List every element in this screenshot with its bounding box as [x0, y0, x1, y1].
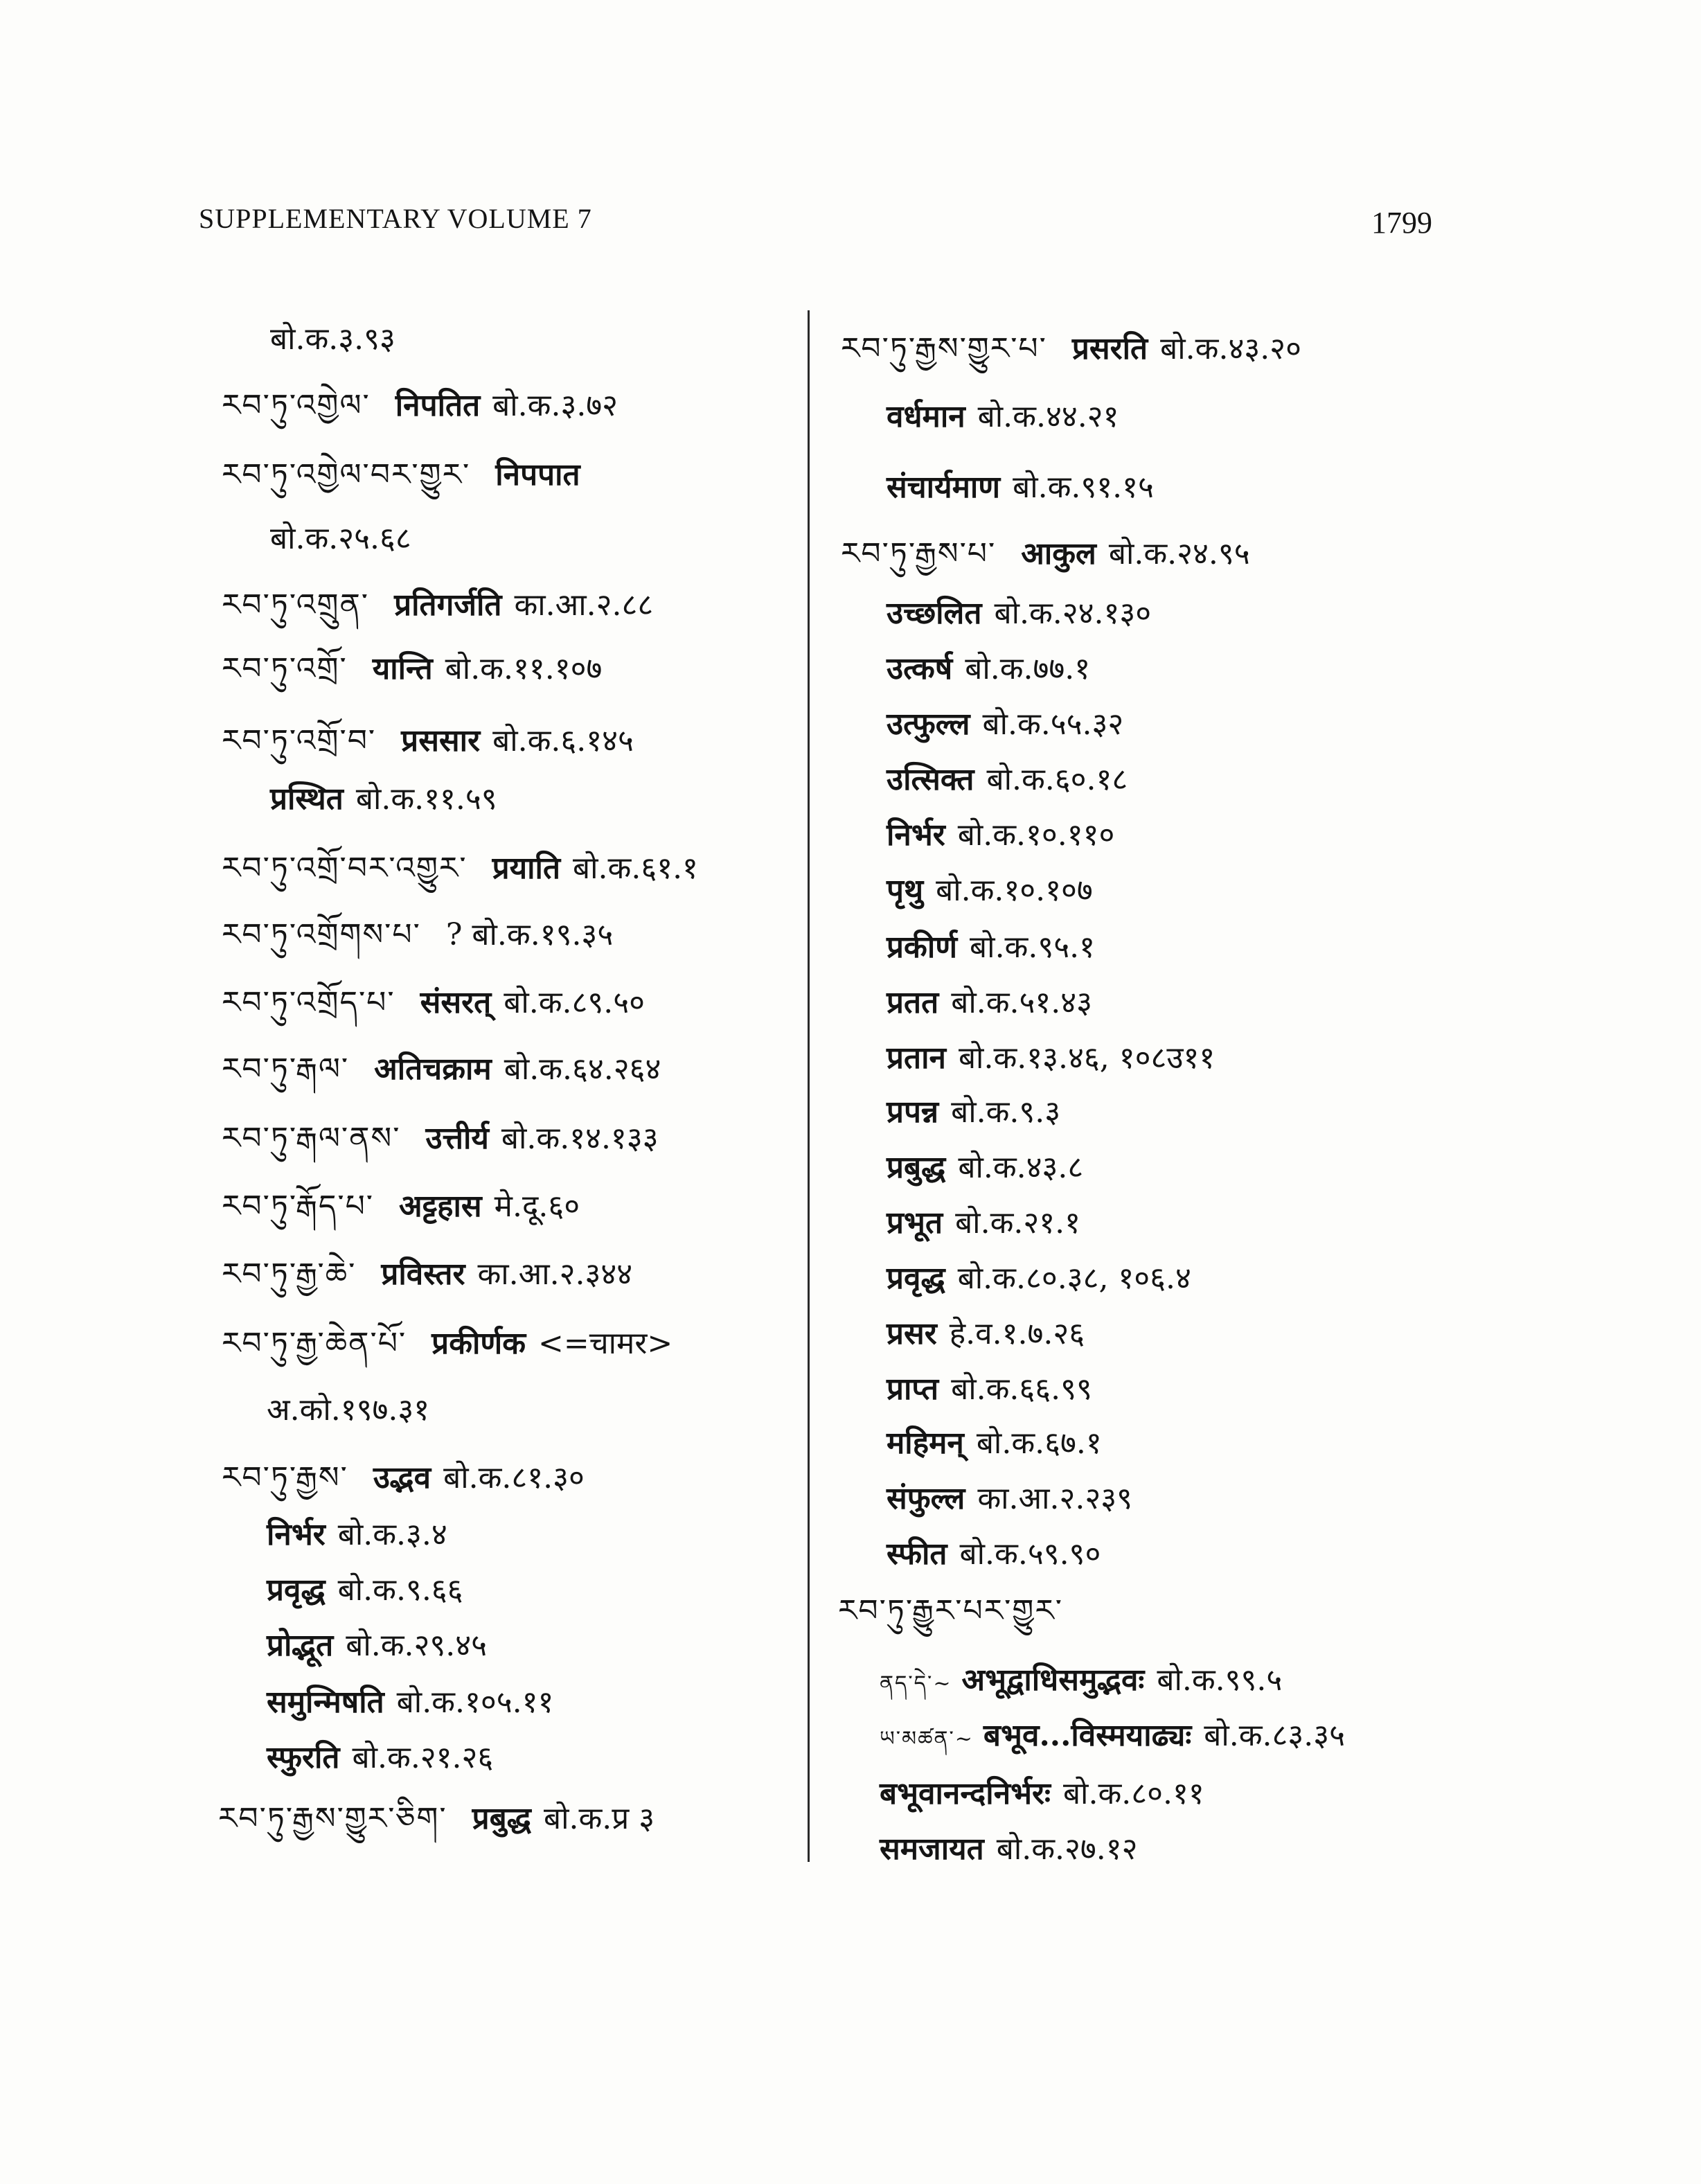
sanskrit-headword: समुन्मिषति: [267, 1685, 384, 1720]
dictionary-entry: [880, 1773, 1204, 1815]
tibetan-term: ཡ་མཚན་~: [880, 1727, 974, 1751]
source-reference: बो.क.२५.६८: [270, 521, 411, 556]
tibetan-term: རབ་ཏུ་རྒྱས་: [222, 1460, 348, 1495]
dictionary-entry: [222, 648, 602, 690]
source-reference: बो.क.१०.१०७: [936, 873, 1093, 908]
dictionary-entry: [887, 927, 1095, 968]
source-reference: बो.क.२१.२६: [352, 1740, 494, 1775]
dictionary-entry: [887, 759, 1128, 801]
source-reference: का.आ.२.८८: [514, 587, 654, 623]
running-header: SUPPLEMENTARY VOLUME 7: [199, 203, 592, 234]
source-reference: बो.क.३.४: [337, 1517, 447, 1552]
source-reference: बो.क.४३.८: [958, 1150, 1084, 1185]
tibetan-term: རབ་ཏུ་འགྱེལ་: [222, 388, 371, 423]
sanskrit-headword: प्रतान: [887, 1040, 946, 1076]
dictionary-entry: [880, 1715, 1345, 1757]
sanskrit-headword: उत्कर्ष: [887, 651, 953, 686]
dictionary-entry: [887, 1258, 1191, 1299]
page-number: 1799: [1371, 206, 1432, 240]
source-reference: का.आ.२.३४४: [477, 1257, 633, 1292]
dictionary-entry: [887, 704, 1123, 745]
source-reference: बो.क.९१.१५: [1013, 470, 1154, 505]
source-reference: बो.क.३.९३: [270, 321, 395, 357]
sanskrit-headword: अट्टहास: [399, 1189, 482, 1224]
column-divider: [808, 310, 810, 1862]
tibetan-term: རབ་ཏུ་འགྱེལ་བར་གྱུར་: [222, 457, 471, 492]
source-reference: बो.क.६४.२६४: [504, 1051, 661, 1087]
sanskrit-headword: प्रस्थित: [270, 781, 344, 817]
sanskrit-headword: निर्भर: [267, 1517, 326, 1552]
dictionary-entry: [887, 648, 1090, 690]
tibetan-term: རབ་ཏུ་རྒོད་པ་: [222, 1189, 375, 1224]
source-reference: बो.क.६१.१: [573, 851, 698, 886]
source-reference: बो.क.प्र ३: [543, 1801, 655, 1836]
sanskrit-headword: महिमन्: [887, 1426, 964, 1461]
dictionary-entry: [887, 467, 1154, 508]
dictionary-entry: [222, 982, 645, 1024]
tibetan-term: རབ་ཏུ་རྒྱས་གྱུར་ཅིག་: [218, 1801, 447, 1836]
sanskrit-headword: पृथु: [887, 873, 924, 908]
dictionary-entry: [267, 1625, 487, 1667]
dictionary-entry: [270, 779, 497, 820]
dictionary-entry: [222, 720, 634, 762]
source-reference: बो.क.११.१०७: [445, 651, 603, 686]
source-reference: बो.क.१०५.११: [396, 1685, 554, 1720]
sanskrit-headword: प्रकीर्णक: [431, 1326, 526, 1361]
tibetan-term: རབ་ཏུ་འགྲུན་: [222, 587, 370, 623]
source-reference: बो.क.८०.३८, १०६.४: [957, 1261, 1191, 1296]
tibetan-term: རབ་ཏུ་རྒལ་: [222, 1051, 350, 1087]
dictionary-entry: [841, 533, 1250, 575]
source-reference: बो.क.२४.९५: [1108, 536, 1250, 571]
source-reference: बो.क.११.५९: [355, 781, 497, 817]
tibetan-term: རབ་ཏུ་རྒྱུར་པར་གྱུར་: [838, 1593, 1063, 1628]
dictionary-entry: [222, 1254, 632, 1295]
source-reference: बो.क.५१.४३: [951, 985, 1092, 1020]
source-reference: बो.क.८९.५०: [504, 985, 645, 1020]
sanskrit-headword: उत्फुल्ल: [887, 707, 970, 742]
dictionary-entry: [887, 1202, 1080, 1244]
source-reference: हे.व.१.७.२६: [949, 1316, 1085, 1351]
dictionary-entry: [222, 848, 698, 889]
dictionary-entry: [887, 815, 1114, 856]
tibetan-term: རབ་ཏུ་རྒྱ་ཆེ་: [222, 1257, 357, 1292]
sanskrit-headword: प्रविस्तर: [381, 1257, 465, 1292]
dictionary-entry: [887, 1313, 1085, 1355]
dictionary-entry: [267, 1390, 429, 1431]
dictionary-entry: [222, 1323, 673, 1365]
dictionary-entry: [222, 1049, 661, 1090]
tibetan-term: རབ་ཏུ་འགྲོ་: [222, 651, 348, 686]
sanskrit-headword: उत्सिक्त: [887, 762, 974, 797]
source-reference: बो.क.२९.४५: [346, 1628, 488, 1663]
tibetan-term: རབ་ཏུ་འགྲོ་བ་: [222, 723, 377, 758]
sanskrit-headword: अभूद्वाधिसमुद्भवः: [961, 1662, 1145, 1698]
dictionary-entry: [222, 1457, 585, 1499]
source-reference: बो.क.२१.१: [955, 1205, 1080, 1241]
dictionary-entry: [887, 1478, 1132, 1520]
dictionary-entry: [222, 385, 618, 427]
sanskrit-headword: उच्छलित: [887, 596, 982, 631]
sanskrit-headword: प्रभूत: [887, 1205, 943, 1241]
sanskrit-headword: प्रबुद्ध: [472, 1801, 531, 1836]
source-reference: बो.क.६६.९९: [951, 1371, 1092, 1407]
source-reference: बो.क.८३.३५: [1204, 1718, 1346, 1753]
tibetan-term: ནད་དེ་~: [880, 1671, 952, 1696]
source-reference: मे.दू.६०: [494, 1189, 580, 1224]
source-reference: बो.क.८०.११: [1062, 1776, 1204, 1811]
sanskrit-headword: बभूव...विस्मयाढ्यः: [983, 1718, 1192, 1753]
dictionary-entry: [887, 870, 1093, 912]
dictionary-entry: [880, 1660, 1282, 1701]
source-reference: <=चामर>: [537, 1326, 673, 1361]
sanskrit-headword: स्फीत: [887, 1536, 947, 1572]
sanskrit-headword: प्रयाति: [492, 851, 561, 886]
dictionary-entry: [222, 914, 613, 956]
dictionary-entry: [887, 1038, 1215, 1079]
dictionary-entry: [267, 1737, 493, 1779]
source-reference: बो.क.४४.२१: [977, 399, 1119, 434]
dictionary-entry: [887, 1369, 1092, 1410]
sanskrit-headword: स्फुरति: [267, 1740, 340, 1775]
source-reference: बो.क.५५.३२: [982, 707, 1124, 742]
sanskrit-headword: निर्भर: [887, 817, 945, 853]
sanskrit-headword: उद्भव: [373, 1460, 431, 1495]
source-reference: बो.क.४३.२०: [1160, 331, 1301, 366]
sanskrit-headword: प्रवृद्ध: [267, 1572, 326, 1608]
sanskrit-headword: प्रकीर्ण: [887, 930, 958, 965]
source-reference: बो.क.९.३: [951, 1094, 1061, 1130]
sanskrit-headword: प्रपन्न: [887, 1094, 939, 1130]
sanskrit-headword: प्रसरति: [1071, 331, 1148, 366]
sanskrit-headword: संचार्यमाण: [887, 470, 1001, 505]
tibetan-term: རབ་ཏུ་རྒྱ་ཆེན་པོ་: [222, 1326, 407, 1361]
source-reference: बो.क.३.७२: [492, 388, 618, 423]
dictionary-entry: [887, 982, 1092, 1024]
sanskrit-headword: उत्तीर्य: [425, 1121, 489, 1156]
source-reference: बो.क.५९.९०: [959, 1536, 1101, 1572]
dictionary-entry: [838, 1590, 1088, 1632]
source-reference: बो.क.९.६६: [337, 1572, 463, 1608]
dictionary-entry: [880, 1829, 1138, 1870]
sanskrit-headword: यान्ति: [372, 651, 433, 686]
dictionary-entry: [222, 454, 593, 496]
dictionary-entry: [267, 1570, 463, 1611]
dictionary-entry: [887, 1092, 1060, 1133]
source-reference: बो.क.६०.१८: [986, 762, 1128, 797]
dictionary-entry: [887, 593, 1151, 634]
source-reference: अ.को.१९७.३१: [267, 1392, 430, 1428]
sanskrit-headword: संसरत्: [420, 985, 492, 1020]
tibetan-term: རབ་ཏུ་རྒྱས་གྱུར་པ་: [841, 331, 1047, 366]
dictionary-entry: [218, 1798, 654, 1840]
sanskrit-headword: संफुल्ल: [887, 1481, 965, 1516]
source-reference: बो.क.९५.१: [970, 930, 1095, 965]
tibetan-term: རབ་ཏུ་རྒལ་ནས་: [222, 1121, 401, 1156]
sanskrit-headword: बभूवानन्दनिर्भरः: [880, 1776, 1051, 1811]
sanskrit-headword: प्रबुद्ध: [887, 1150, 946, 1185]
dictionary-entry: [267, 1514, 447, 1556]
source-reference: बो.क.२४.१३०: [994, 596, 1152, 631]
sanskrit-headword: प्रतत: [887, 985, 939, 1020]
sanskrit-headword: प्रवृद्ध: [887, 1261, 945, 1296]
dictionary-entry: [887, 1534, 1101, 1575]
sanskrit-headword: आकुल: [1021, 536, 1096, 571]
source-reference: बो.क.२७.१२: [996, 1831, 1138, 1867]
sanskrit-headword: प्रतिगर्जति: [394, 587, 502, 623]
tibetan-term: རབ་ཏུ་འགྲོ་བར་འགྱུར་: [222, 851, 467, 886]
dictionary-entry: [887, 1147, 1083, 1189]
source-reference: बो.क.६७.१: [976, 1426, 1102, 1461]
sanskrit-headword: निपपात: [495, 457, 580, 492]
source-reference: बो.क.६.१४५: [492, 723, 634, 758]
sanskrit-headword: प्रससार: [401, 723, 481, 758]
source-reference: का.आ.२.२३९: [977, 1481, 1132, 1516]
sanskrit-headword: प्राप्त: [887, 1371, 939, 1407]
dictionary-entry: [270, 319, 395, 360]
sanskrit-headword: समजायत: [880, 1831, 984, 1867]
dictionary-entry: [222, 1118, 659, 1160]
sanskrit-headword: निपतित: [395, 388, 481, 423]
sanskrit-headword: प्रसर: [887, 1316, 937, 1351]
dictionary-entry: [270, 518, 411, 560]
dictionary-entry: [887, 396, 1119, 438]
source-reference: ? बो.क.१९.३५: [445, 917, 614, 952]
dictionary-entry: [222, 1186, 580, 1227]
dictionary-entry: [222, 585, 653, 626]
source-reference: बो.क.८१.३०: [443, 1460, 585, 1495]
dictionary-entry: [267, 1682, 553, 1723]
source-reference: बो.क.९९.५: [1157, 1662, 1283, 1698]
dictionary-entry: [841, 328, 1301, 370]
source-reference: बो.क.७७.१: [965, 651, 1091, 686]
tibetan-term: རབ་ཏུ་འགྲོད་པ་: [222, 985, 395, 1020]
sanskrit-headword: वर्धमान: [887, 399, 965, 434]
tibetan-term: རབ་ཏུ་རྒྱས་པ་: [841, 536, 997, 571]
source-reference: बो.क.१४.१३३: [501, 1121, 659, 1156]
tibetan-term: རབ་ཏུ་འགྲོགས་པ་: [222, 917, 421, 952]
source-reference: बो.क.१०.११०: [957, 817, 1115, 853]
source-reference: बो.क.१३.४६, १०८उ११: [958, 1040, 1215, 1076]
sanskrit-headword: प्रोद्भूत: [267, 1628, 334, 1663]
dictionary-entry: [887, 1423, 1102, 1464]
sanskrit-headword: अतिचक्राम: [374, 1051, 492, 1087]
